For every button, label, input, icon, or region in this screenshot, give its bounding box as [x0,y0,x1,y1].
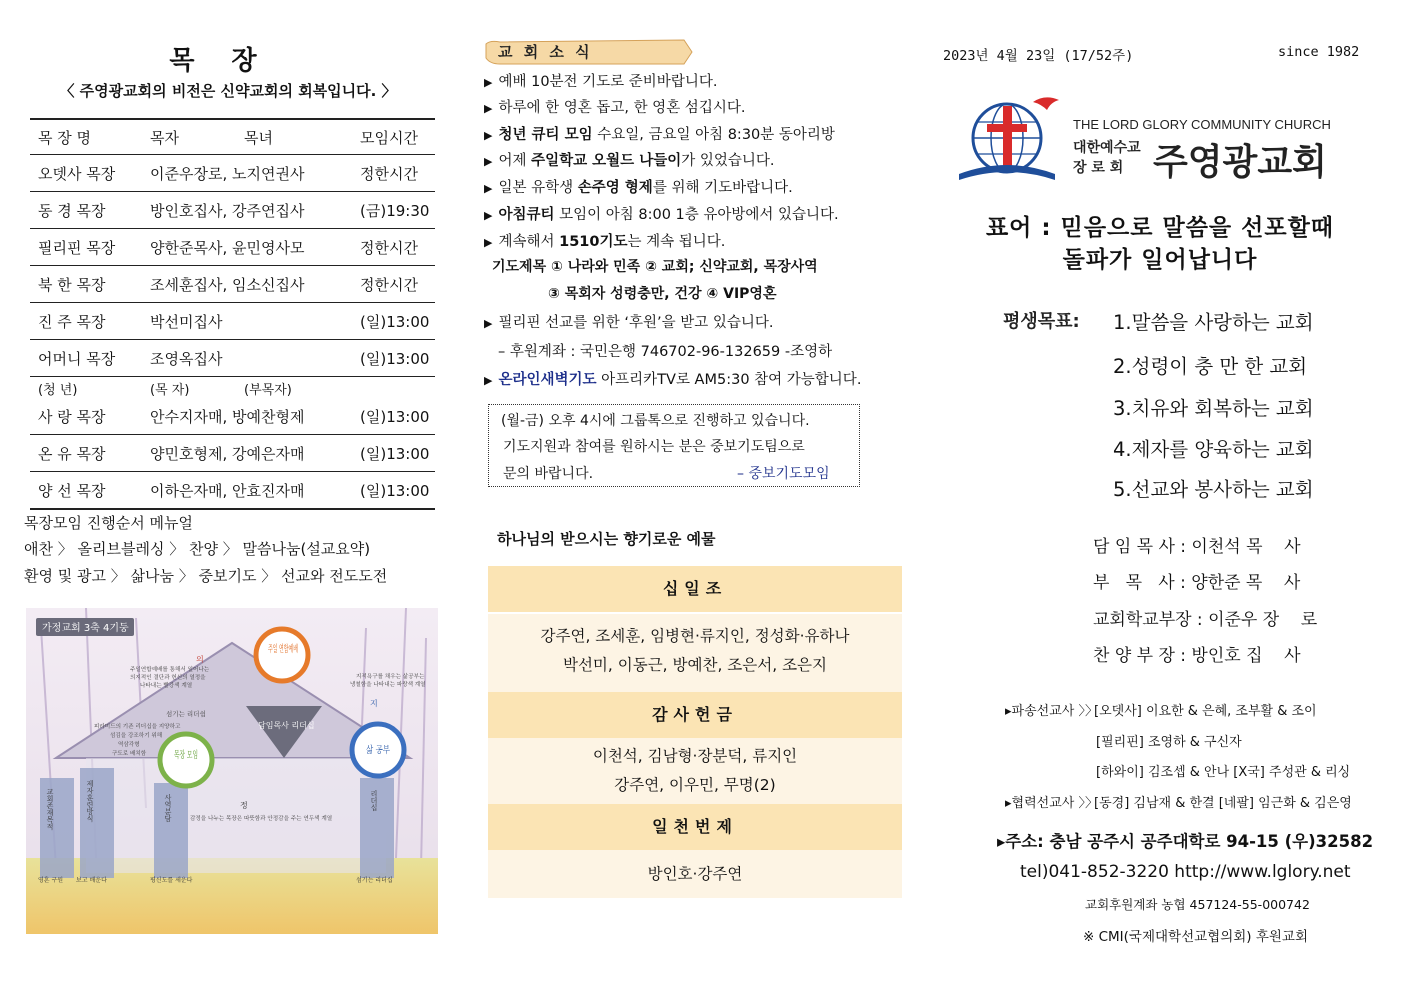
box-line: (월-금) 오후 4시에 그룹톡으로 진행하고 있습니다. [501,413,810,429]
church-logo [955,92,1360,187]
goal-item: 3.치유와 회복하는 교회 [1113,397,1314,420]
group-time: 정한시간 [352,229,435,266]
group-time: (일)13:00 [352,303,435,340]
ilcheon-list [488,850,902,898]
news-text: 어제 [498,153,532,169]
group-leaders: 이하은자매, 안효진자매 [142,472,352,510]
motto-line-2: 돌파가 일어납니다 [1062,247,1258,273]
church-korean-name: 주영광교회 [1153,142,1327,183]
offering-heading: 하나님의 받으시는 향기로운 예물 [497,530,716,548]
missionary-line: [하와이] 김조셉 & 안나 [X국] 주성관 & 리싱 [1096,765,1351,780]
ilcheon-line: 방인호·강주연 [647,865,743,883]
prayer-topics-2: ③ 목회자 성령충만, 건강 ④ VIP영혼 [548,286,777,302]
col-shepherdess: 목녀 [236,119,352,155]
table-row [30,192,435,229]
youth-shepherd-label: (목 자) [150,383,190,398]
news-item [484,96,745,117]
sent-missionaries-label: ▸파송선교사 〉〉 [1005,704,1098,719]
news-text: 는 계속 됩니다. [627,234,726,250]
box-line: 문의 바랍니다. [503,466,594,482]
news-text: 일본 유학생 [498,180,578,196]
table-row [30,398,435,435]
group-leaders: 안수지자매, 방예찬형제 [142,398,352,435]
pyramid-desc: 섬김을 강조하기 위해 [110,733,163,739]
life-label: 삶 공부 [366,745,397,756]
news-tag-shape [484,38,694,66]
news-bold: 온라인새벽기도 [498,372,597,388]
illustration-svg [26,608,438,934]
news-tag-label: 교 회 소 식 [498,43,593,61]
staff-line: 교회학교부장 : 이준우 장 로 [1093,610,1318,630]
church-address: ▸주소: 충남 공주시 공주대학로 94-15 (우)32582 [997,832,1374,851]
tithe-line: 박선미, 이동근, 방예찬, 조은서, 조은지 [562,656,827,674]
pillar-label: 사역분담 [164,794,172,822]
col-shepherd: 목자 [142,119,236,155]
youth-subheader [30,377,435,399]
pyramid-desc: 피라미드의 기존 리더십을 지양하고 [94,724,181,730]
life-desc: 지적욕구를 채우는 삶공부는 [356,674,425,680]
pyramid-desc: 구도로 배치함 [112,751,147,757]
meeting-menu-title: 목장모임 진행순서 메뉴얼 [24,514,193,532]
news-item [484,149,775,170]
bulletin-date: 2023년 4월 23일 (17/52주) [943,48,1134,64]
group-name: 진 주 목장 [30,303,142,340]
thanks-line: 이천석, 김남형·장분덕, 류지인 [592,747,798,765]
thanks-title: 감사헌금 [488,692,902,738]
since-year: since 1982 [1278,44,1360,60]
triangle-bullet-icon: ▶ [484,317,493,330]
group-name: 오뎃사 목장 [30,155,142,192]
news-item [484,230,725,251]
prayer-topics-1: 기도제목 ① 나라와 민족 ② 교회; 신약교회, 목장사역 [492,259,818,275]
tithe-line: 강주연, 조세훈, 임병현·류지인, 정성화·유하나 [540,627,850,645]
group-time: (일)13:00 [352,435,435,472]
news-item [484,176,793,197]
triangle-bullet-icon: ▶ [484,182,493,195]
triangle-bullet-icon: ▶ [484,155,493,168]
church-vision: 〈 주영광교회의 비전은 신약교회의 회복입니다. 〉 [59,82,397,100]
group-name: 북 한 목장 [30,266,142,303]
sunday-label: 주일 연합예배 [268,644,327,655]
triangle-bullet-icon: ▶ [484,129,493,142]
table-row [30,303,435,340]
table-row [30,155,435,192]
group-time: 정한시간 [352,155,435,192]
news-item [484,368,861,389]
pyramid-desc: 역삼각형 [118,742,140,748]
sunday-worship-circle [256,629,327,681]
church-phone-web[interactable]: tel)041-852-3220 http://www.lglory.net [1020,862,1351,882]
group-time: (일)13:00 [352,472,435,510]
news-text: 계속해서 [498,234,560,250]
news-bold: 1510기도 [559,234,628,250]
news-text: 모임이 아침 8:00 1층 유아방에서 있습니다. [554,207,839,223]
group-name: 온 유 목장 [30,435,142,472]
church-account: 교회후원계좌 농협 457124-55-000742 [1085,897,1310,912]
ji-label: 지 [370,699,378,708]
news-text: 가 있었습니다. [681,153,775,169]
news-text: 하루에 한 영혼 돕고, 한 영혼 섬깁시다. [498,100,746,116]
denomination-1: 대한예수교 [1073,140,1141,156]
youth-label: (청 년) [38,383,78,398]
life-desc: 냉철함을 나타내는 파랑색 계열 [350,682,426,688]
pillar-label: 제자훈련방식 [86,780,94,822]
group-leaders: 조영옥집사 [142,340,352,377]
cross-icon [1003,106,1012,168]
pastor-label: 담임목사 리더십 [258,721,315,730]
tithe-title: 십일조 [488,566,902,612]
coop-missionaries-label: ▸협력선교사 〉〉 [1005,796,1098,811]
staff-line: 부 목 사 : 양한준 목 사 [1093,573,1301,593]
group-name: 사 랑 목장 [30,398,142,435]
group-time: (금)19:30 [352,192,435,229]
meeting-menu-line1: 애찬 〉 올리브블레싱 〉 찬양 〉 말씀나눔(설교요약) [24,540,371,558]
table-row [30,472,435,510]
sunday-desc: 주일연합예배를 통해서 일어나는 [130,667,210,673]
triangle-bullet-icon: ▶ [484,209,493,222]
goal-item: 4.제자를 양육하는 교회 [1113,438,1314,461]
shepherd-title: 목 장 [169,46,271,76]
meeting-menu-line2: 환영 및 광고 〉 삶나눔 〉 중보기도 〉 선교와 전도도전 [24,567,388,585]
group-name: 필리핀 목장 [30,229,142,266]
group-time: 정한시간 [352,266,435,303]
thanks-list [488,738,902,806]
motto [940,212,1380,276]
news-bold: 아침큐티 [498,207,555,223]
pillar-label: 리더십 [370,790,378,811]
news-text: 필리핀 선교를 위한 ‘후원’을 받고 있습니다. [498,315,774,331]
triangle-bullet-icon: ▶ [484,76,493,89]
missionary-line: [필리핀] 조영하 & 구신자 [1096,735,1242,750]
church-english-name: THE LORD GLORY COMMUNITY CHURCH [1073,117,1331,132]
ui-label: 의 [196,655,204,664]
box-signature: – 중보기도모임 [737,466,830,482]
mokjang-label: 목장 모임 [174,750,214,761]
base-label: 영혼 구원 [38,877,64,884]
news-item [484,311,773,332]
denomination-2: 장 로 회 [1073,160,1124,176]
group-name: 어머니 목장 [30,340,142,377]
news-text: 예배 10분전 기도로 준비바랍니다. [498,74,718,90]
goal-item: 5.선교와 봉사하는 교회 [1113,478,1314,501]
news-bold: 주일학교 오월드 나들이 [531,153,682,169]
cmi-note: ※ CMI(국제대학선교협의회) 후원교회 [1083,929,1309,945]
goal-item: 1.말씀을 사랑하는 교회 [1113,311,1314,334]
pillar-label: 교회존재목적 [46,788,54,830]
sunday-desc: 의지적인 결단과 헌신의 열정을 [130,675,206,681]
col-name: 목 장 명 [30,119,142,155]
news-item [484,123,835,144]
table-header [30,119,435,155]
lifetime-goal-label: 평생목표: [1003,311,1080,332]
group-name: 동 경 목장 [30,192,142,229]
news-item [484,70,717,91]
group-leaders: 조세훈집사, 임소신집사 [142,266,352,303]
illus-title: 가정교회 3축 4기둥 [42,623,129,634]
motto-line-1: 표어 : 믿음으로 말씀을 선포할때 [985,215,1335,241]
base-label: 섬기는 리더십 [356,877,393,884]
goal-item: 2.성령이 충 만 한 교회 [1113,355,1308,378]
leader-label: 섬기는 리더쉽 [166,710,206,718]
col-time: 모임시간 [352,119,435,155]
church-logo-svg [955,92,1360,187]
base-label: 보고 배운다 [76,877,107,884]
news-bold: 손주영 형제 [577,180,653,196]
thanks-line: 강주연, 이우민, 무명(2) [614,776,776,794]
base-label: 평신도를 세운다 [150,877,193,884]
group-leaders: 박선미집사 [142,303,352,340]
table-row [30,229,435,266]
table-row [30,340,435,377]
staff-line: 찬 양 부 장 : 방인호 집 사 [1093,646,1301,666]
house-church-illustration [26,608,438,934]
staff-line: 담 임 목 사 : 이천석 목 사 [1093,537,1301,557]
group-name: 양 선 목장 [30,472,142,510]
group-leaders: 양민호형제, 강예은자매 [142,435,352,472]
ilcheon-title: 일천번제 [488,804,902,850]
support-account: – 후원계좌 : 국민은행 746702-96-132659 -조영하 [498,344,833,360]
missionary-line: [동경] 김남재 & 한결 [네팔] 임근화 & 김은영 [1094,796,1352,811]
news-bold: 청년 큐티 모임 [498,127,593,143]
group-time: (일)13:00 [352,398,435,435]
triangle-bullet-icon: ▶ [484,236,493,249]
table-row [30,435,435,472]
group-leaders: 양한준목사, 윤민영사모 [142,229,352,266]
dove-icon [1033,97,1059,110]
box-line: 기도지원과 참여를 원하시는 분은 중보기도팀으로 [503,439,805,455]
news-text: 를 위해 기도바랍니다. [652,180,793,196]
group-leaders: 방인호집사, 강주연집사 [142,192,352,229]
jeong-desc: 감정을 나누는 목장은 따뜻함과 안정감을 주는 연두색 계열 [190,816,333,822]
group-time: (일)13:00 [352,340,435,377]
intercession-box [488,404,860,487]
news-text: 아프리카TV로 AM5:30 참여 가능합니다. [596,372,862,388]
youth-sub-label: (부목자) [244,383,292,398]
news-text: 수요일, 금요일 아침 8:30분 동아리방 [592,127,835,143]
triangle-bullet-icon: ▶ [484,102,493,115]
missionary-line: [오뎃사] 이요한 & 은혜, 조부활 & 조이 [1094,704,1317,719]
news-item [484,203,839,224]
group-leaders: 이준우장로, 노지연권사 [142,155,352,192]
table-row [30,266,435,303]
jeong-label: 정 [240,801,248,810]
shepherd-table [30,118,435,510]
triangle-bullet-icon: ▶ [484,374,493,387]
sunday-desc: 나타내는 빨강색 계열 [140,683,193,689]
news-tag [484,38,694,66]
tithe-list [488,614,902,696]
